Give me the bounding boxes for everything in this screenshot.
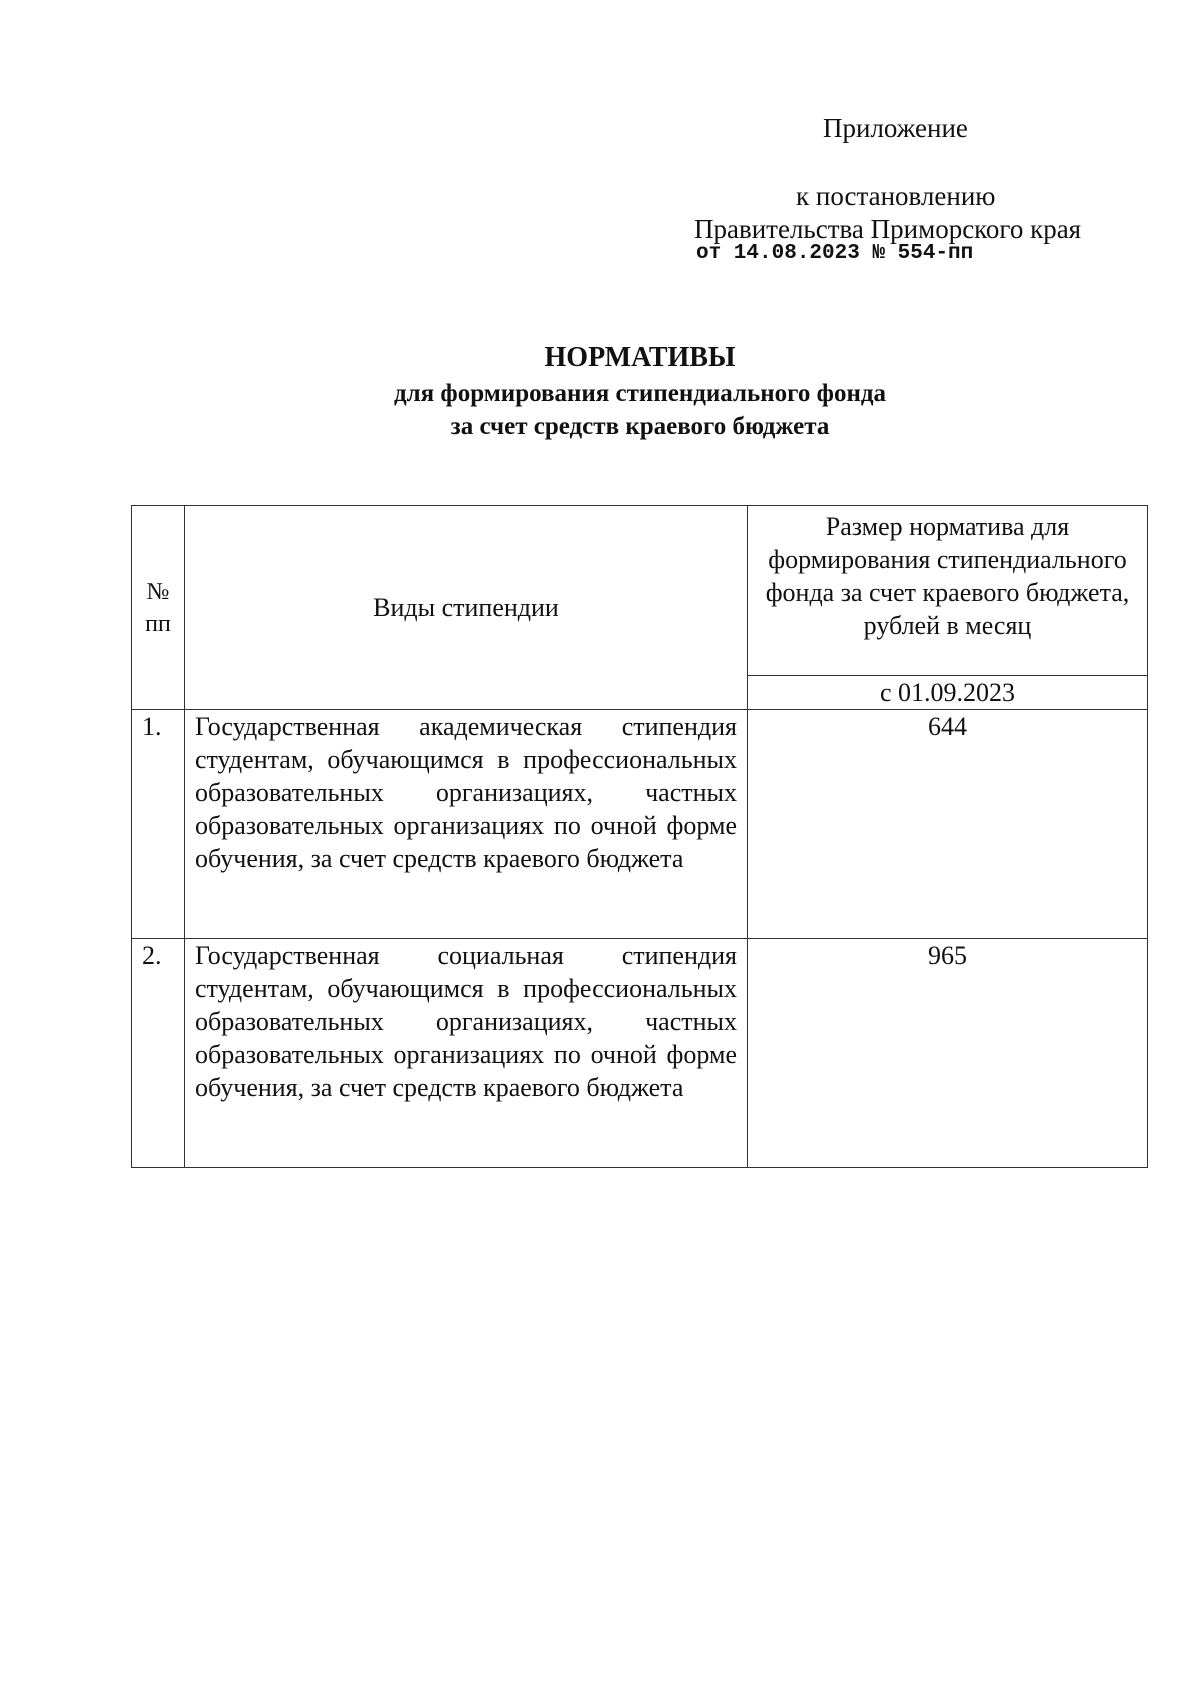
appendix-label: Приложение (823, 113, 968, 143)
row-norm-value: 644 (748, 710, 1148, 939)
row-scholarship-type: Государственная социальная стипендия студентам, обучающимся в профессиональных образовательных организациях, частных образовательных организациях по очной форме обучения, за счет средств краевого бюджета (185, 939, 748, 1168)
document-title: НОРМАТИВЫ (544, 342, 736, 373)
row-number: 2. (132, 939, 185, 1168)
row-scholarship-type: Государственная академическая стипендия студентам, обучающимся в профессиональных образовательных организациях, частных образовательных организациях по очной форме обучения, за счет средств краевого бюджета (185, 710, 748, 939)
header-number: № пп (132, 506, 185, 710)
table-row (132, 710, 1148, 939)
table-header-row (132, 506, 1148, 676)
header-scholarship-type: Виды стипендии (185, 506, 748, 710)
resolution-date-number: от 14.08.2023 № 554-пп (696, 242, 974, 265)
row-number: 1. (132, 710, 185, 939)
document-subtitle-line-2: за счет средств краевого бюджета (450, 413, 830, 440)
norms-table (131, 505, 1148, 1168)
header-effective-date: с 01.09.2023 (748, 676, 1148, 710)
row-norm-value: 965 (748, 939, 1148, 1168)
government-name: Правительства Приморского края (694, 214, 1082, 244)
resolution-reference: к постановлению (796, 181, 996, 211)
header-norm-size: Размер норматива для формирования стипендиального фонда за счет краевого бюджета, рублей в месяц (748, 506, 1148, 676)
document-subtitle-line-1: для формирования стипендиального фонда (393, 380, 886, 407)
table-row (132, 939, 1148, 1168)
